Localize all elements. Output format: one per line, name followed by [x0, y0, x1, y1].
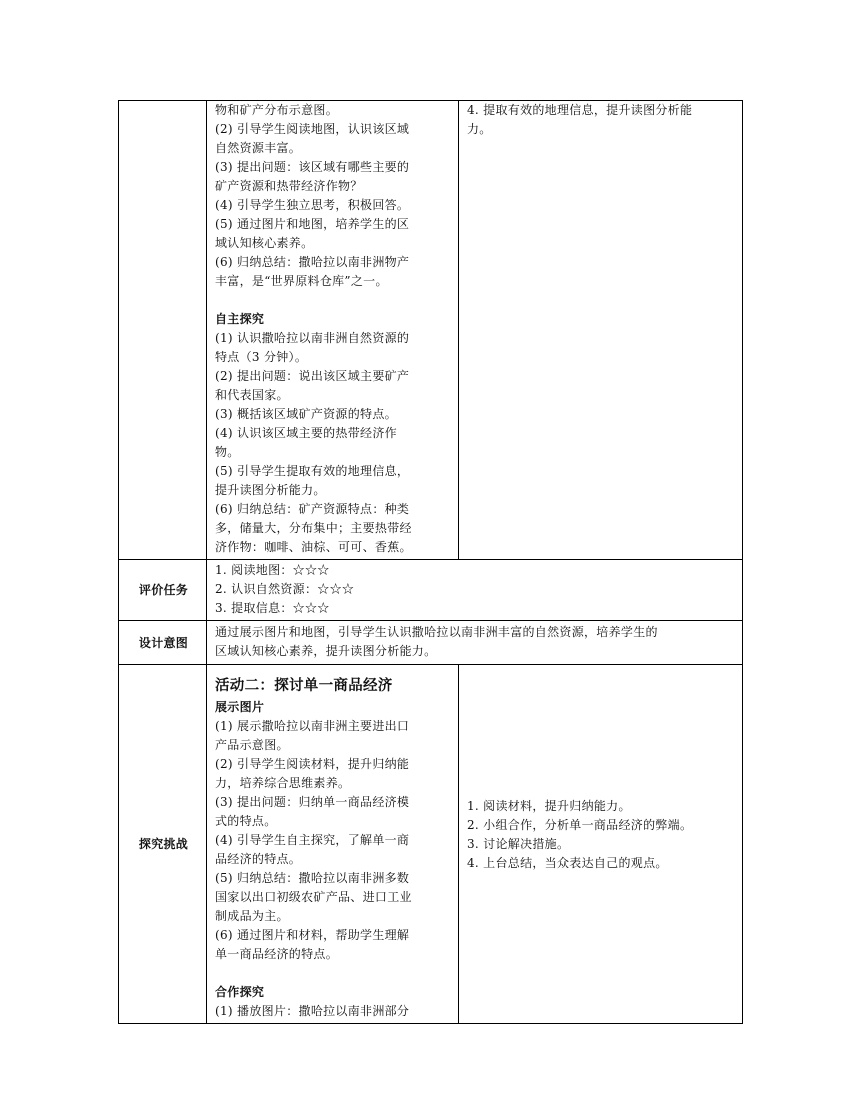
table-row	[119, 560, 743, 621]
text-line: 力，培养综合思维素养。	[215, 776, 351, 790]
text-line: 丰富，是“世界原料仓库”之一。	[215, 274, 388, 288]
row-label: 评价任务	[119, 560, 207, 621]
text-line: (6) 通过图片和材料，帮助学生理解	[215, 928, 410, 942]
text-line: (2) 引导学生阅读地图，认识该区域	[215, 122, 410, 136]
text-line: (1) 认识撒哈拉以南非洲自然资源的	[215, 331, 410, 345]
text-line: 4. 上台总结，当众表达自己的观点。	[467, 856, 668, 870]
text-line: 1. 阅读地图：☆☆☆	[215, 563, 330, 577]
row-label: 探究挑战	[119, 665, 207, 1024]
text-line: 3. 讨论解决措施。	[467, 837, 570, 851]
text-line: 2. 小组合作，分析单一商品经济的弊端。	[467, 818, 693, 832]
teacher-activity-cell	[207, 101, 459, 560]
text-line: 通过展示图片和地图，引导学生认识撒哈拉以南非洲丰富的自然资源，培养学生的	[215, 625, 658, 639]
text-line: (1) 展示撒哈拉以南非洲主要进出口	[215, 719, 410, 733]
text-line: 力。	[467, 122, 492, 136]
text-line: 域认知核心素养。	[215, 236, 314, 250]
activity-title: 活动二：探讨单一商品经济	[215, 678, 393, 694]
text-line: 自然资源丰富。	[215, 141, 302, 155]
text-line: 和代表国家。	[215, 388, 289, 402]
table-row	[119, 665, 743, 1024]
design-intent-cell	[207, 621, 743, 665]
text-line: (2) 提出问题：说出该区域主要矿产	[215, 369, 410, 383]
student-activity-cell	[459, 665, 743, 1024]
text-line: (6) 归纳总结：矿产资源特点：种类	[215, 502, 410, 516]
text-line: 物。	[215, 445, 240, 459]
text-line: 济作物：咖啡、油棕、可可、香蕉。	[215, 540, 412, 554]
text-line: 国家以出口初级农矿产品、进口工业	[215, 890, 412, 904]
text-line: 式的特点。	[215, 814, 277, 828]
teacher-activity-cell	[207, 665, 459, 1024]
text-line: 制成品为主。	[215, 909, 289, 923]
text-line: (3) 提出问题：该区域有哪些主要的	[215, 160, 410, 174]
evaluation-cell	[207, 560, 743, 621]
text-line: (2) 引导学生阅读材料，提升归纳能	[215, 757, 410, 771]
section-subheading: 合作探究	[215, 985, 265, 999]
text-line: 物和矿产分布示意图。	[215, 103, 339, 117]
lesson-plan-table	[118, 100, 743, 1024]
text-line: 4. 提取有效的地理信息，提升读图分析能	[467, 103, 693, 117]
section-subheading: 展示图片	[215, 700, 265, 714]
row-label: 设计意图	[119, 621, 207, 665]
text-line: (5) 通过图片和地图，培养学生的区	[215, 217, 410, 231]
text-line: (3) 概括该区域矿产资源的特点。	[215, 407, 397, 421]
text-line: (4) 引导学生独立思考，积极回答。	[215, 198, 410, 212]
text-line: 3. 提取信息：☆☆☆	[215, 601, 330, 615]
section-subheading: 自主探究	[215, 312, 265, 326]
text-line: 提升读图分析能力。	[215, 483, 326, 497]
text-line: 2. 认识自然资源：☆☆☆	[215, 582, 355, 596]
table-row	[119, 101, 743, 560]
text-line: 1. 阅读材料，提升归纳能力。	[467, 799, 631, 813]
text-line: 区域认知核心素养，提升读图分析能力。	[215, 644, 437, 658]
text-line: (5) 归纳总结：撒哈拉以南非洲多数	[215, 871, 410, 885]
student-activity-cell	[459, 101, 743, 560]
table-row	[119, 621, 743, 665]
text-line: (5) 引导学生提取有效的地理信息，	[215, 464, 410, 478]
text-line: 单一商品经济的特点。	[215, 947, 339, 961]
text-line: 多，储量大，分布集中；主要热带经	[215, 521, 412, 535]
text-line: 特点（3 分钟）。	[215, 350, 308, 364]
text-line: (1) 播放图片：撒哈拉以南非洲部分	[215, 1004, 410, 1018]
text-line: (6) 归纳总结：撒哈拉以南非洲物产	[215, 255, 410, 269]
text-line: 产品示意图。	[215, 738, 289, 752]
text-line: 品经济的特点。	[215, 852, 302, 866]
text-line: (4) 引导学生自主探究，了解单一商	[215, 833, 410, 847]
text-line: (4) 认识该区域主要的热带经济作	[215, 426, 397, 440]
text-line: 矿产资源和热带经济作物？	[215, 179, 363, 193]
text-line: (3) 提出问题：归纳单一商品经济模	[215, 795, 410, 809]
row-label-cell	[119, 101, 207, 560]
